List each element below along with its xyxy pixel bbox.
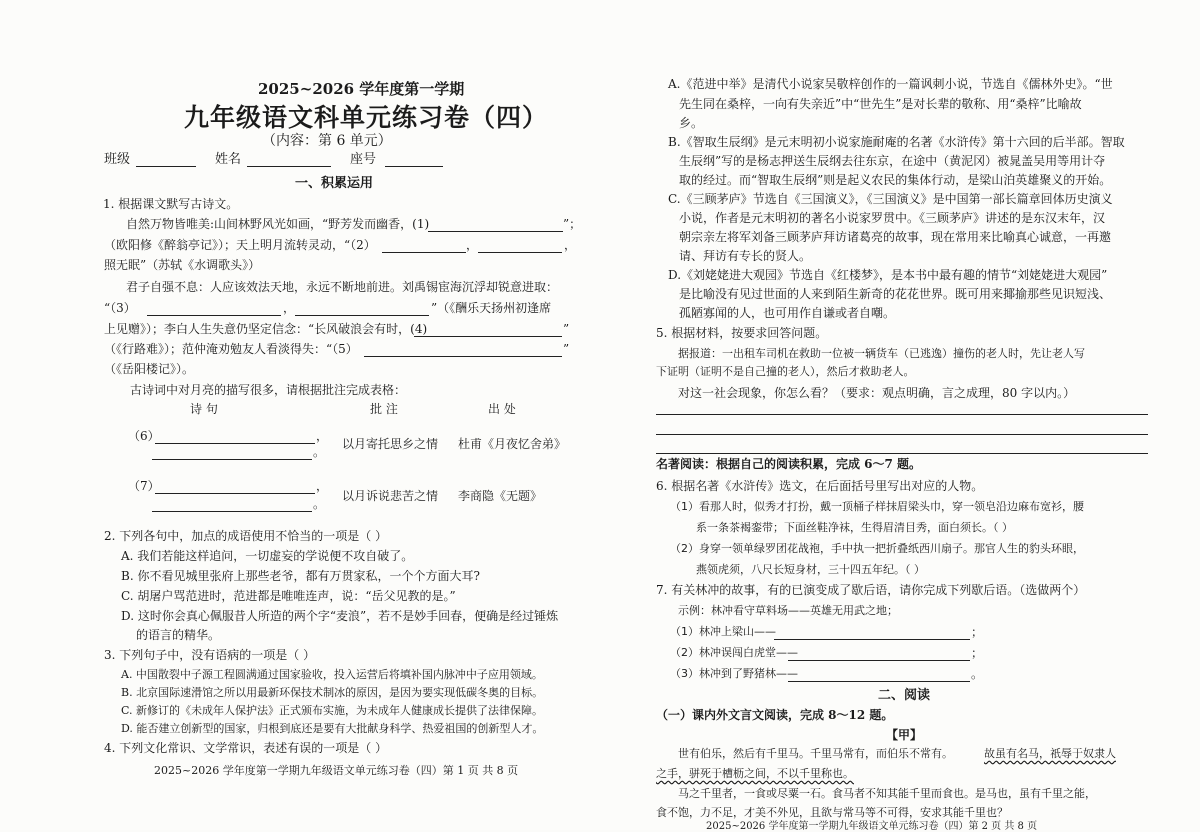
q1-line-1: 自然万物皆唯美:山间林野风光如画，“野芳发而幽香，(1) [126,217,430,231]
row7-source: 李商隐《无题》 [458,489,543,503]
moon-intro: 古诗词中对月亮的描写很多，请根据批注完成表格： [130,383,407,397]
q4-option-b-3: 取的经过。而“智取生辰纲”则是起义农民的集体行动，是梁山泊英雄聚义的开始。 [679,173,1112,187]
question-6: 6. 根据名著《水浒传》选文，在后面括号里写出对应的人物。 [656,479,984,493]
q6-item-2b: 燕领虎须，八尺长短身材，三十四五年纪。（ ） [696,563,925,576]
answer-blank-6b[interactable] [152,459,312,460]
q6-item-1b: 系一条茶褐銮带；下面丝鞋净袜，生得眉清目秀，面白须长。（ ） [696,521,1013,534]
comma: ， [466,238,479,252]
q1-line-5b: ”（《酬乐天扬州初逢席 [431,301,552,315]
q4-option-c-3: 朝宗亲左将军刘备三顾茅庐拜访诸葛亮的故事，现在常用来比喻真心诚意，一再邀 [679,230,1112,244]
q1-line-8: （《岳阳楼记》）。 [104,362,195,376]
q1-line-3: 照无眠”（苏轼《水调歌头》） [104,258,261,272]
q5-material-1: 据报道：一出租车司机在救助一位被一辆货车（已逃逸）撞伤的老人时，先让老人写 [678,347,1085,360]
answer-blank-2a[interactable] [382,252,466,253]
answer-blank-1[interactable] [428,231,563,232]
q1-line-2: （欧阳修《醉翁亭记》）；天上明月流转灵动，“（2） [104,238,376,252]
col-note: 批 注 [370,402,398,416]
q3-option-d: D. 能否建立创新型的国家，归根到底还是要有大批献身科学、热爱祖国的创新型人才。 [121,722,544,735]
q3-option-a: A. 中国散裂中子源工程圆满通过国家验收，投入运营后将填补国内脉冲中子应用领域。 [121,668,543,681]
answer-line-5b[interactable] [656,434,1148,435]
section-title-1: 一、积累运用 [295,176,374,191]
row7-note: 以月诉说悲苦之情 [342,489,439,503]
section-title-2: 二、阅读 [878,688,931,703]
answer-blank-7a[interactable] [155,493,315,494]
passage-jia-label: 【甲】 [886,728,923,742]
year-line: 2025~2026 学年度第一学期 [258,80,465,98]
q7-example: 示例：林冲看守草料场——英雄无用武之地； [678,604,898,617]
name-field[interactable] [247,166,331,167]
q2-option-d: D. 这时你会真心佩服昔人所造的两个字“麦浪”，若不是妙手回春，便确是经过锤炼 [121,609,559,623]
answer-blank-3b[interactable] [295,315,429,316]
class-field[interactable] [136,166,196,167]
q4-option-c-4: 请、拜访有专长的贤人。 [679,249,812,263]
question-3: 3. 下列句子中，没有语病的一项是（ ） [104,648,316,662]
answer-blank-5[interactable] [364,356,562,357]
q3-option-b: B. 北京国际速滑馆之所以用最新环保技术制冰的原因，是因为要实现低碳冬奥的目标。 [121,686,544,699]
name-label: 姓名 [215,152,242,167]
reading-intro: （一）课内外文言文阅读，完成 8～12 题。 [656,708,894,722]
question-1: 1. 根据课文默写古诗文。 [103,197,239,211]
passage-line-1a: 世有伯乐，然后有千里马。千里马常有，而伯乐不常有。 [678,747,953,760]
q1-line-7: （《行路难》）；范仲淹劝勉友人看淡得失：“（5） [104,342,358,356]
q6-item-1a: （1）看那人时，似秀才打扮，戴一顶桶子样抹眉梁头巾，穿一领皂沿边麻布宽衫，腰 [670,500,1084,513]
question-4: 4. 下列文化常识、文学常识，表述有误的一项是（ ） [104,741,388,755]
passage-line-2b: 食不饱，力不足，才美不外见，且欲与常马等不可得，安求其能千里也？ [656,806,1008,819]
q7-item-2: （2）林冲误闯白虎堂—— [670,646,798,659]
answer-blank-2b[interactable] [478,252,562,253]
q3-option-c: C. 新修订的《未成年人保护法》正式颁布实施，为未成年人健康成长提供了法律保障。 [121,704,544,717]
classics-heading: 名著阅读：根据自己的阅读积累，完成 6～7 题。 [656,457,922,471]
q4-option-d-2: 是比喻没有见过世面的人来到陌生新奇的花花世界。既可用来揶揄那些见识短浅、 [679,287,1112,301]
row6-num: （6） [128,429,160,443]
q5-ask: 对这一社会现象，你怎么看？（要求：观点明确，言之成理，80 字以内。） [678,386,1076,400]
q2-option-d-cont: 的语言的精华。 [136,628,221,642]
question-5: 5. 根据材料，按要求回答问题。 [656,326,828,340]
q4-option-b-1: B.《智取生辰纲》是元末明初小说家施耐庵的名著《水浒传》第十六回的后半部。智取 [668,135,1125,149]
passage-line-1b: 故虽有名马，祇辱于奴隶人 [984,747,1116,760]
q5-material-2: 下证明（证明不是自己撞的老人），然后才救助老人。 [656,365,915,378]
q4-option-c-2: 小说，作者是元末明初的著名小说家罗贯中。《三顾茅庐》讲述的是东汉末年，汉 [679,211,1106,225]
col-source: 出 处 [488,402,516,416]
comma: ， [283,301,296,315]
page-footer-2: 2025~2026 学年度第一学期九年级语文单元练习卷（四）第 2 页 共 8 页 [706,821,1038,832]
page-1 [0,0,600,830]
q4-option-d-3: 孤陋寡闻的人，也可用作自谦或者自嘲。 [679,306,896,320]
comma: ， [316,429,329,443]
comma: ， [564,238,577,252]
page-footer-1: 2025~2026 学年度第一学期九年级语文单元练习卷（四）第 1 页 共 8 页 [154,764,519,777]
seat-field[interactable] [385,166,443,167]
q1-sep: ”； [563,217,582,231]
answer-line-5a[interactable] [656,414,1148,415]
period: 。 [971,667,984,681]
q1-line-4: 君子自强不息：人应该效法天地，永远不断地前进。刘禹锡宦海沉浮却锐意进取： [126,280,559,294]
answer-blank-7b[interactable] [152,511,312,512]
q4-option-a-1: A.《范进中举》是清代小说家吴敬梓创作的一篇讽刺小说，节选自《儒林外史》。“世 [668,77,1113,91]
content-note: （内容：第 6 单元） [262,133,392,149]
passage-line-1c [656,766,854,782]
answer-blank-3a[interactable] [147,315,281,316]
quote: ” [563,322,570,336]
col-poem: 诗 句 [190,402,218,416]
q4-option-d-1: D.《刘姥姥进大观园》节选自《红楼梦》，是本书中最有趣的情节“刘姥姥进大观园” [668,268,1108,282]
semicolon: ； [971,625,984,639]
q1-line-5a: “（3） [104,301,136,315]
period: 。 [313,497,326,511]
row7-num: （7） [128,479,160,493]
q1-line-6: 上见赠》）；李白人生失意仍坚定信念：“长风破浪会有时，(4) [104,322,428,336]
question-2: 2. 下列各句中，加点的成语使用不恰当的一项是（ ） [104,529,388,543]
answer-blank-6a[interactable] [155,443,315,444]
row6-source: 杜甫《月夜忆舍弟》 [458,437,567,451]
q4-option-a-3: 乡。 [679,116,704,130]
seat-label: 座号 [350,152,377,167]
passage-line-1c-text: 之手，骈死于槽枥之间，不以千里称也。 [656,767,854,780]
q7-item-1: （1）林冲上梁山—— [670,625,776,638]
answer-blank-7-2[interactable] [788,660,970,661]
q4-option-c-1: C.《三顾茅庐》节选自《三国演义》，《三国演义》是中国第一部长篇章回体历史演义 [668,192,1113,206]
q2-option-c: C. 胡屠户骂范进时，范进都是唯唯连声，说：“岳父见教的是。” [121,589,456,603]
period: 。 [313,445,326,459]
semicolon: ； [971,646,984,660]
q4-option-b-2: 生辰纲”写的是杨志押送生辰纲去往东京，在途中（黄泥冈）被晁盖吴用等用计夺 [679,154,1106,168]
q6-item-2a: （2）身穿一领单绿罗团花战袍，手中执一把折叠纸西川扇子。那官人生的豹头环眼， [670,542,1084,555]
q7-item-3: （3）林冲到了野猪林—— [670,667,798,680]
class-label: 班级 [104,152,131,167]
q4-option-a-2: 先生同在桑梓，一向有失亲近”中“世先生”是对长辈的敬称、用“桑梓”比喻故 [679,97,1082,111]
quote: ” [563,342,570,356]
answer-blank-7-3[interactable] [788,681,970,682]
row6-note: 以月寄托思乡之情 [342,437,439,451]
comma: ， [316,479,329,493]
answer-line-5c[interactable] [656,453,1148,454]
answer-blank-7-1[interactable] [774,639,970,640]
question-7: 7. 有关林冲的故事，有的已演变成了歇后语，请你完成下列歇后语。（选做两个） [656,583,1086,597]
q2-option-b: B. 你不看见城里张府上那些老爷，都有万贯家私，一个个方面大耳? [121,569,480,583]
answer-blank-4[interactable] [414,336,562,337]
passage-line-2a: 马之千里者，一食或尽粟一石。食马者不知其能千里而食也。是马也，虽有千里之能， [678,787,1096,800]
page-2 [600,0,1200,830]
q2-option-a: A. 我们若能这样追问，一切虚妄的学说便不攻自破了。 [121,549,414,563]
page-title: 九年级语文科单元练习卷（四） [184,103,549,132]
